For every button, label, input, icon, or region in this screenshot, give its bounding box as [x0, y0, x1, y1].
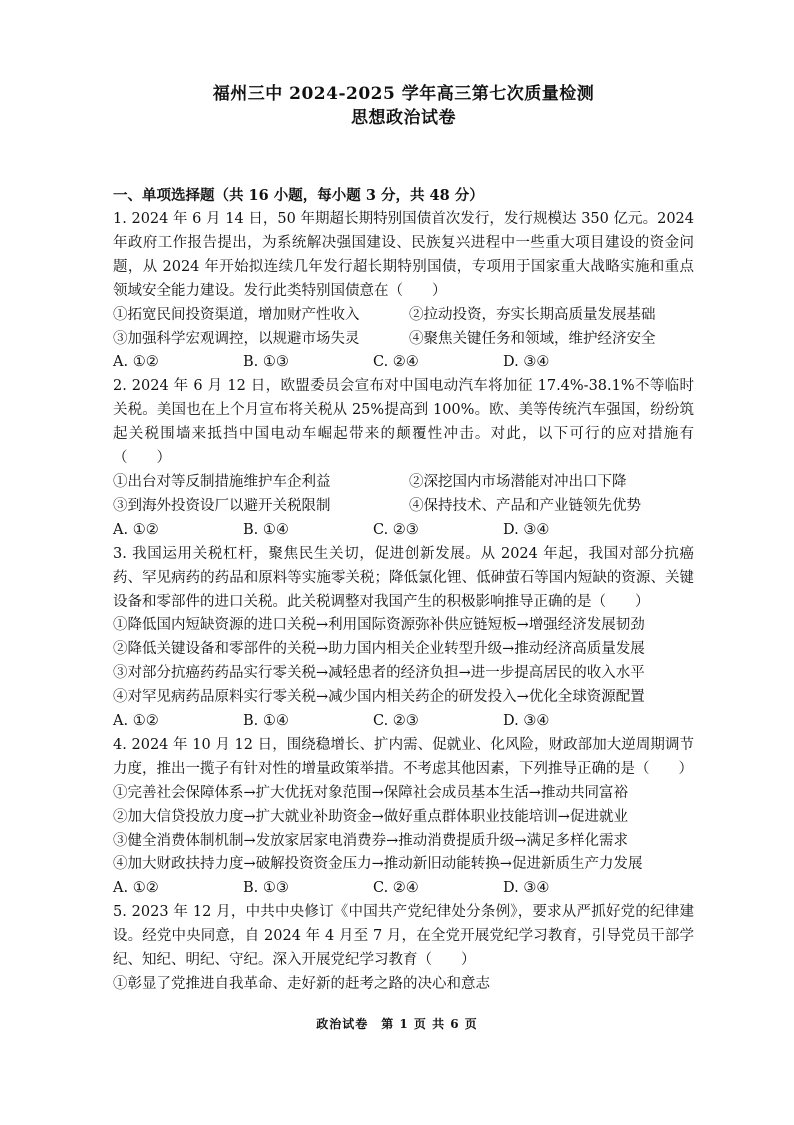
choice-a: A. ①② [113, 880, 159, 897]
option-statement: ②拉动投资，夯实长期高质量发展基础 [409, 306, 656, 323]
question-1-choices [113, 351, 694, 375]
choice-c: C. ②④ [373, 354, 419, 371]
question-2-options-row-1 [113, 471, 694, 495]
section-heading: 一、单项选择题（共 16 小题，每小题 3 分，共 48 分） [113, 187, 484, 204]
option-statement: ②深挖国内市场潜能对冲出口下降 [409, 473, 627, 490]
choice-b: B. ①③ [243, 354, 289, 371]
choice-a: A. ①② [113, 713, 159, 730]
page-footer: 政治试卷 第 1 页 共 6 页 [316, 1017, 478, 1031]
option-statement: ①拓宽民间投资渠道，增加财产性收入 [113, 306, 360, 323]
option-statement: ③到海外投资设厂以避开关税限制 [113, 497, 331, 514]
choice-d: D. ③④ [503, 713, 550, 730]
option-statement: ③加强科学宏观调控，以规避市场失灵 [113, 330, 360, 347]
option-statement: ①完善社会保障体系→扩大优抚对象范围→保障社会成员基本生活→推动共同富裕 [113, 784, 628, 801]
option-statement: ②降低关键设备和零部件的关税→助力国内相关企业转型升级→推动经济高质量发展 [113, 641, 645, 658]
exam-title: 福州三中 2024-2025 学年高三第七次质量检测 [212, 84, 595, 104]
question-3-choices [113, 710, 694, 734]
question-5-stem: 5. 2023 年 12 月，中共中央修订《中国共产党纪律处分条例》，要求从严抓好党的纪律建设。经党中央同意，自 2024 年 4 月至 7 月，在全党开展党纪学习教育，引导党员干部学纪、知纪、明纪、守纪。深入开展党纪学习教育（ ） [113, 904, 694, 969]
choice-b: B. ①④ [243, 521, 289, 538]
option-statement: ④保持技术、产品和产业链领先优势 [409, 497, 641, 514]
question-2-options-row-2 [113, 495, 694, 519]
option-statement: ③健全消费体制机制→发放家居家电消费券→推动消费提质升级→满足多样化需求 [113, 832, 628, 849]
choice-d: D. ③④ [503, 521, 550, 538]
question-4-stem: 4. 2024 年 10 月 12 日，围绕稳增长、扩内需、促就业、化风险，财政部加大逆周期调节力度，推出一揽子有针对性的增量政策举措。不考虑其他因素，下列推导正确的是（ ） [113, 736, 694, 777]
option-statement: ①彰显了党推进自我革命、走好新的赶考之路的决心和意志 [113, 976, 490, 992]
option-statement: ④加大财政扶持力度→破解投资资金压力→推动新旧动能转换→促进新质生产力发展 [113, 856, 643, 873]
option-statement: ③对部分抗癌药药品实行零关税→减轻患者的经济负担→进一步提高居民的收入水平 [113, 665, 645, 682]
title-block [113, 0, 694, 130]
choice-b: B. ①③ [243, 880, 289, 897]
option-statement: ①出台对等反制措施维护车企利益 [113, 473, 331, 490]
choice-d: D. ③④ [503, 880, 550, 897]
option-statement: ②加大信贷投放力度→扩大就业补助资金→做好重点群体职业技能培训→促进就业 [113, 808, 628, 825]
choice-b: B. ①④ [243, 713, 289, 730]
choice-c: C. ②④ [373, 880, 419, 897]
choice-a: A. ①② [113, 521, 159, 538]
question-2-stem: 2. 2024 年 6 月 12 日，欧盟委员会宣布对中国电动汽车将加征 17.4%-38.1%不等临时关税。美国也在上个月宣布将关税从 25%提高到 100%。欧、美等传统汽车强国，纷纷筑起关税围墙来抵挡中国电动车崛起带来的颠覆性冲击。对此，以下可行的应对措施有（ ） [113, 378, 694, 467]
choice-c: C. ②③ [373, 713, 419, 730]
question-1-options-row-1 [113, 304, 694, 328]
question-1-options-row-2 [113, 328, 694, 352]
question-4-choices [113, 877, 694, 901]
choice-a: A. ①② [113, 354, 159, 371]
choice-d: D. ③④ [503, 354, 550, 371]
exam-subtitle: 思想政治试卷 [351, 108, 456, 128]
option-statement: ①降低国内短缺资源的进口关税→利用国际资源弥补供应链短板→增强经济发展韧劲 [113, 617, 645, 634]
question-3-stem: 3. 我国运用关税杠杆，聚焦民生关切，促进创新发展。从 2024 年起，我国对部分抗癌药、罕见病药的药品和原料等实施零关税；降低氯化锂、低砷萤石等国内短缺的资源、关键设备和零部件的进口关税。此关税调整对我国产生的积极影响推导正确的是（ ） [113, 545, 694, 610]
choice-c: C. ②③ [373, 521, 419, 538]
question-1-stem: 1. 2024 年 6 月 14 日，50 年期超长期特别国债首次发行，发行规模达 350 亿元。2024 年政府工作报告提出，为系统解决强国建设、民族复兴进程中一些重大项目建设的资金问题，从 2024 年开始拟连续几年发行超长期特别国债，专项用于国家重大战略实施和重点领域安全能力建设。发行此类特别国债意在（ ） [113, 211, 694, 299]
option-statement: ④对罕见病药品原料实行零关税→减少国内相关药企的研发投入→优化全球资源配置 [113, 689, 645, 706]
option-statement: ④聚焦关键任务和领域，维护经济安全 [409, 330, 656, 347]
question-2-choices [113, 519, 694, 543]
